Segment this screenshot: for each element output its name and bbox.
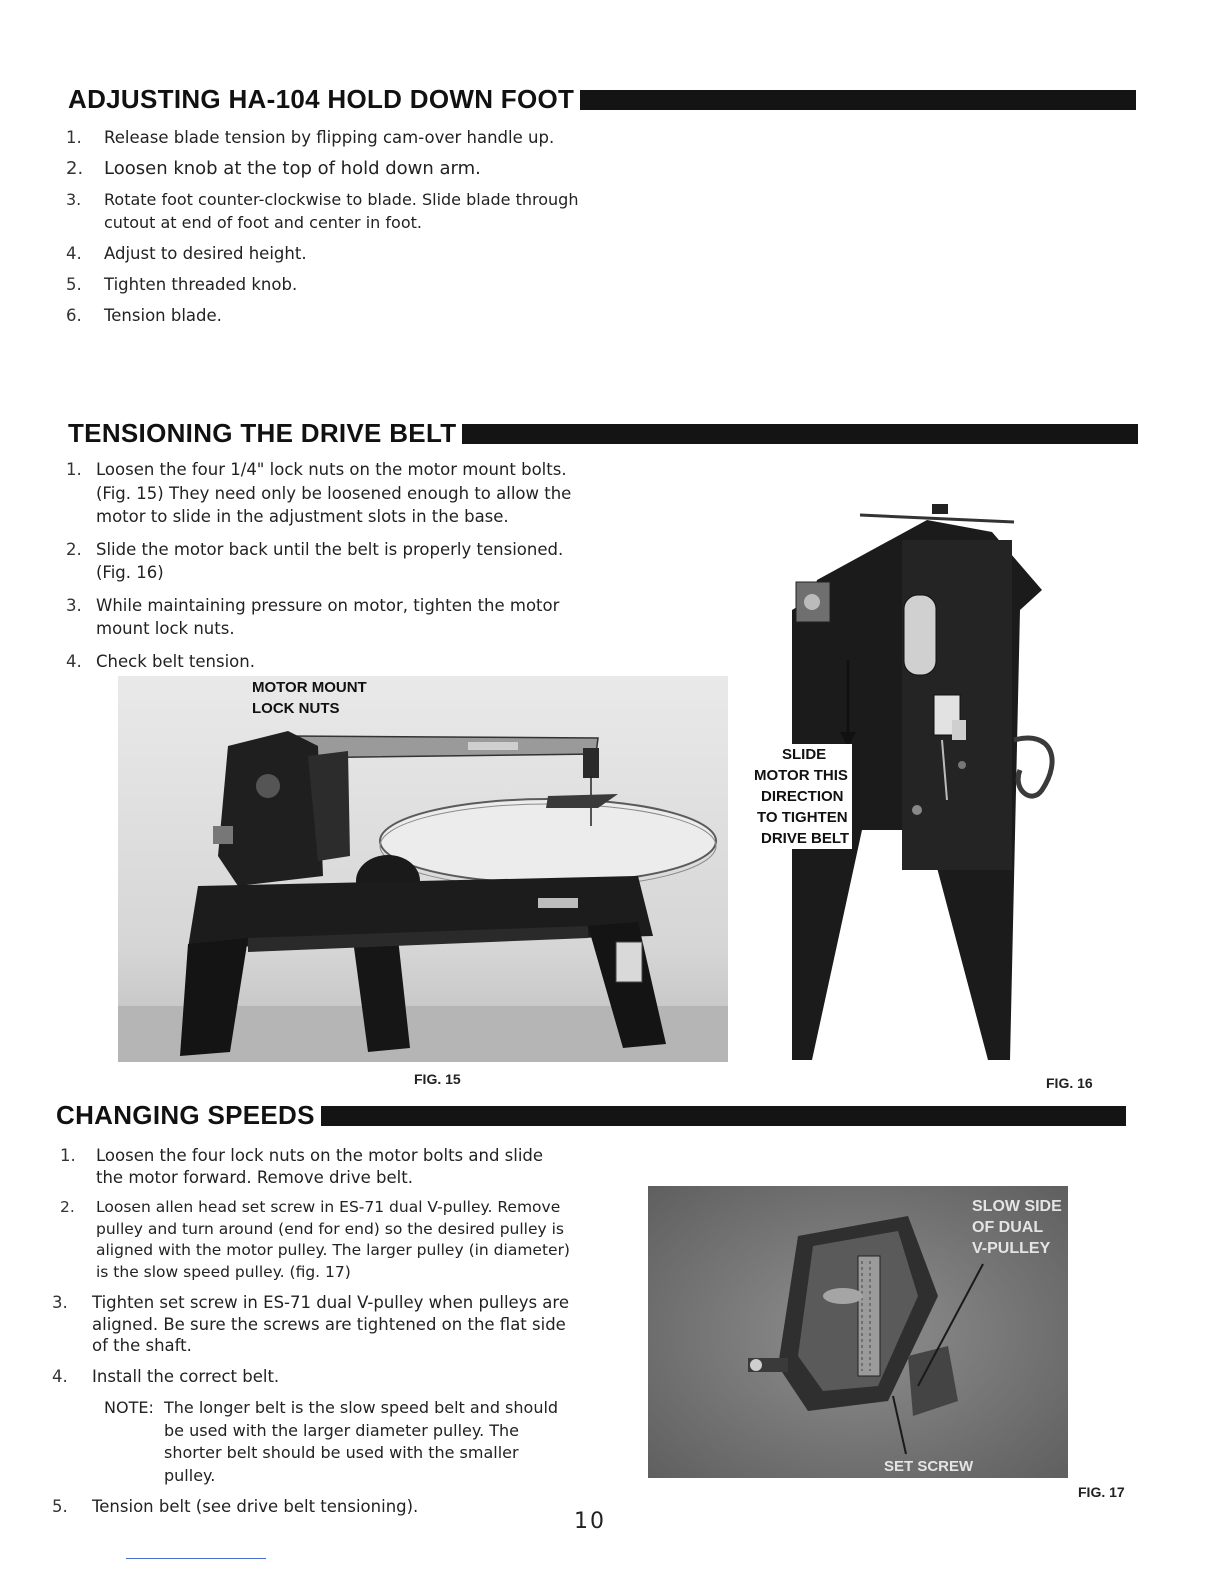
figure-16-caption: FIG. 16 <box>1046 1075 1093 1091</box>
figure-17-caption: FIG. 17 <box>1078 1484 1125 1500</box>
scroll-saw-illustration <box>118 676 728 1062</box>
list-item: 4. Install the correct belt. <box>52 1366 280 1386</box>
note-label: NOTE: <box>104 1398 154 1417</box>
slow-side-label: SLOW SIDE OF DUAL V-PULLEY <box>972 1198 1062 1257</box>
footer-rule <box>126 1558 266 1559</box>
section-header-hold-down-foot <box>68 84 1136 115</box>
belt-note <box>104 1397 564 1487</box>
list-item: 2. Slide the motor back until the belt is properly tensioned. (Fig. 16) <box>66 539 564 582</box>
hold-down-foot-steps <box>66 126 586 336</box>
list-item: 1. Release blade tension by flipping cam-over handle up. <box>66 128 555 147</box>
section-header-drive-belt <box>68 418 1138 449</box>
figure-15-caption: FIG. 15 <box>414 1071 461 1087</box>
list-item: 3. Tighten set screw in ES-71 dual V-pulley when pulleys are aligned. Be sure the screws are tightened on the flat side of the shaft. <box>52 1293 569 1355</box>
changing-speeds-steps <box>52 1145 572 1387</box>
list-item: 3. While maintaining pressure on motor, tighten the motor mount lock nuts. <box>66 595 560 638</box>
section-header-changing-speeds <box>56 1100 1126 1131</box>
list-item: 1. Loosen the four 1/4" lock nuts on the motor mount bolts. (Fig. 15) They need only be loosened enough to allow the motor to slide in the adjustment slots in the base. <box>66 460 572 526</box>
drive-belt-steps <box>66 458 584 682</box>
figure-15-scroll-saw-photo <box>118 676 728 1062</box>
header-rule <box>580 90 1136 110</box>
list-item: 2. Loosen allen head set screw in ES-71 dual V-pulley. Remove pulley and turn around (end for end) so the desired pulley is aligned with the motor pulley. The larger pulley (in diameter) is the slow speed pulley. (fig. 17) <box>60 1198 570 1281</box>
list-item: 2. Loosen knob at the top of hold down arm. <box>66 158 481 179</box>
page-number: 10 <box>574 1509 606 1534</box>
list-item: 4. Check belt tension. <box>66 651 255 671</box>
note-text: The longer belt is the slow speed belt and should be used with the larger diameter pulley. The shorter belt should be used with the smaller pulley. <box>164 1398 559 1485</box>
changing-speeds-steps-final <box>52 1496 572 1527</box>
list-item: 5. Tension belt (see drive belt tensioning). <box>52 1497 419 1516</box>
slide-motor-label: SLIDE MOTOR THIS DIRECTION TO TIGHTEN DRIVE BELT <box>754 744 852 849</box>
list-item: 6. Tension blade. <box>66 306 222 325</box>
list-item: 3. Rotate foot counter-clockwise to blade. Slide blade through cutout at end of foot and center in foot. <box>66 190 579 232</box>
list-item: 5. Tighten threaded knob. <box>66 275 298 294</box>
section-title: ADJUSTING HA-104 HOLD DOWN FOOT <box>68 84 575 114</box>
motor-mount-lock-nuts-label: MOTOR MOUNT LOCK NUTS <box>252 679 367 717</box>
list-item: 4. Adjust to desired height. <box>66 244 307 263</box>
section-title: TENSIONING THE DRIVE BELT <box>68 418 457 448</box>
header-rule <box>462 424 1138 444</box>
section-title: CHANGING SPEEDS <box>56 1100 315 1130</box>
list-item: 1. Loosen the four lock nuts on the motor bolts and slide the motor forward. Remove drive belt. <box>60 1146 544 1187</box>
header-rule <box>321 1106 1126 1126</box>
set-screw-label: SET SCREW <box>884 1458 974 1475</box>
